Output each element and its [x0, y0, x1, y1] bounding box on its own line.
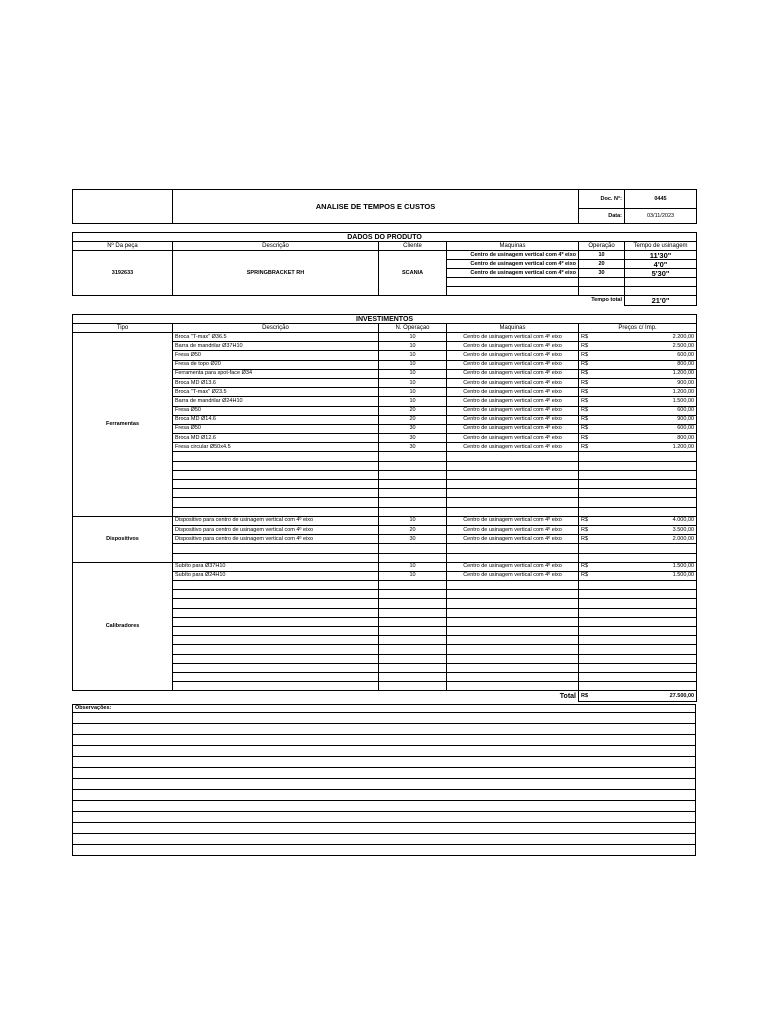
item-price [599, 636, 697, 645]
product-description: SPRINGBRACKET RH [173, 251, 379, 296]
item-machine [447, 590, 579, 599]
group-label-ferramentas: Ferramentas [73, 333, 173, 517]
item-operation [379, 590, 447, 599]
item-operation [379, 452, 447, 461]
currency-symbol [579, 480, 599, 489]
item-machine: Centro de usinagem vertical com 4º eixo [447, 443, 579, 452]
item-machine: Centro de usinagem vertical com 4º eixo [447, 424, 579, 433]
currency-symbol: R$ [579, 351, 599, 360]
currency-symbol [579, 489, 599, 498]
item-machine [447, 498, 579, 507]
observation-field[interactable] [73, 757, 696, 768]
currency-symbol: R$ [579, 571, 599, 580]
item-operation [379, 507, 447, 516]
item-description: Dispositivo para centro de usinagem vertical com 4º eixo [173, 516, 379, 525]
item-machine [447, 636, 579, 645]
logo-cell [73, 190, 173, 224]
item-machine [447, 507, 579, 516]
item-machine: Centro de usinagem vertical com 4º eixo [447, 571, 579, 580]
op-machine: Centro de usinagem vertical com 4º eixo [447, 269, 579, 278]
item-price: 1.500,00 [599, 562, 697, 571]
item-machine: Centro de usinagem vertical com 4º eixo [447, 535, 579, 544]
currency-symbol [579, 654, 599, 663]
item-description [173, 608, 379, 617]
observation-field[interactable] [73, 735, 696, 746]
item-price: 900,00 [599, 378, 697, 387]
observation-field[interactable] [73, 768, 696, 779]
item-price [599, 452, 697, 461]
item-price: 1.200,00 [599, 388, 697, 397]
table-row [73, 333, 697, 342]
currency-symbol [579, 636, 599, 645]
item-price: 4.000,00 [599, 516, 697, 525]
item-machine [447, 682, 579, 691]
item-description: Broca MD Ø13.6 [173, 378, 379, 387]
item-description [173, 553, 379, 562]
item-operation [379, 627, 447, 636]
item-operation [379, 480, 447, 489]
currency-symbol [579, 553, 599, 562]
item-price: 600,00 [599, 406, 697, 415]
observation-field[interactable] [73, 724, 696, 735]
item-price: 800,00 [599, 360, 697, 369]
item-operation: 10 [379, 516, 447, 525]
observation-line[interactable] [73, 834, 696, 845]
currency-symbol: R$ [579, 342, 599, 351]
currency-symbol: R$ [579, 360, 599, 369]
header-table [72, 189, 697, 224]
item-price [599, 461, 697, 470]
item-machine: Centro de usinagem vertical com 4º eixo [447, 525, 579, 534]
item-operation: 10 [379, 369, 447, 378]
observation-field[interactable] [73, 713, 696, 724]
item-price: 2.200,00 [599, 333, 697, 342]
item-operation [379, 654, 447, 663]
observation-field[interactable] [73, 746, 696, 757]
item-price [599, 672, 697, 681]
item-operation: 20 [379, 525, 447, 534]
op-time: 5'30" [625, 269, 697, 278]
item-machine: Centro de usinagem vertical com 4º eixo [447, 397, 579, 406]
item-description: Fresa Ø50 [173, 424, 379, 433]
col-operation: Operação [579, 242, 625, 251]
observation-field[interactable] [73, 779, 696, 790]
observation-field[interactable] [73, 823, 696, 834]
observation-line[interactable] [73, 724, 696, 735]
item-description: Subíto para Ø37H10 [173, 562, 379, 571]
col-description: Descrição [173, 324, 379, 333]
item-description [173, 480, 379, 489]
item-operation [379, 645, 447, 654]
currency-symbol: R$ [579, 369, 599, 378]
item-price [599, 590, 697, 599]
observation-line[interactable] [73, 845, 696, 856]
col-part-number: Nº Da peça [73, 242, 173, 251]
item-operation: 10 [379, 378, 447, 387]
currency-symbol: R$ [579, 415, 599, 424]
item-price: 1.500,00 [599, 397, 697, 406]
col-client: Cliente [379, 242, 447, 251]
currency-symbol: R$ [579, 424, 599, 433]
item-description: Barra de mandrilar Ø37H10 [173, 342, 379, 351]
item-operation: 10 [379, 397, 447, 406]
item-price [599, 553, 697, 562]
currency-symbol: R$ [579, 406, 599, 415]
item-operation: 10 [379, 351, 447, 360]
item-description: Broca MD Ø14.6 [173, 415, 379, 424]
item-price [599, 682, 697, 691]
item-machine [447, 672, 579, 681]
item-description [173, 672, 379, 681]
item-price [599, 654, 697, 663]
item-machine: Centro de usinagem vertical com 4º eixo [447, 406, 579, 415]
item-operation [379, 498, 447, 507]
item-price: 3.500,00 [599, 525, 697, 534]
currency-symbol: R$ [579, 516, 599, 525]
observation-field[interactable] [73, 812, 696, 823]
item-price [599, 617, 697, 626]
item-machine: Centro de usinagem vertical com 4º eixo [447, 516, 579, 525]
document-sheet [72, 189, 696, 856]
document-title: ANALISE DE TEMPOS E CUSTOS [173, 190, 579, 224]
item-price: 1.200,00 [599, 369, 697, 378]
item-description [173, 654, 379, 663]
op-number: 20 [579, 260, 625, 269]
currency-symbol: R$ [579, 434, 599, 443]
group-label-dispositivos: Dispositivos [73, 516, 173, 562]
currency-symbol [579, 663, 599, 672]
doc-number-value: 0445 [625, 190, 697, 209]
currency-symbol: R$ [579, 397, 599, 406]
item-operation: 20 [379, 415, 447, 424]
item-price [599, 470, 697, 479]
op-machine: Centro de usinagem vertical com 4º eixo [447, 260, 579, 269]
op-machine: Centro de usinagem vertical com 4º eixo [447, 251, 579, 260]
currency-symbol: R$ [579, 525, 599, 534]
observation-line[interactable] [73, 735, 696, 746]
item-description [173, 627, 379, 636]
item-machine [447, 654, 579, 663]
col-prices: Preços c/ Imp. [579, 324, 697, 333]
currency-symbol [579, 682, 599, 691]
date-label: Data: [579, 209, 625, 224]
item-description [173, 590, 379, 599]
currency-symbol [579, 617, 599, 626]
item-operation: 10 [379, 342, 447, 351]
item-price [599, 498, 697, 507]
item-description [173, 452, 379, 461]
currency-symbol [579, 452, 599, 461]
item-machine [447, 663, 579, 672]
item-operation [379, 608, 447, 617]
currency-symbol [579, 599, 599, 608]
observation-line[interactable] [73, 823, 696, 834]
item-machine: Centro de usinagem vertical com 4º eixo [447, 360, 579, 369]
currency-symbol: R$ [579, 388, 599, 397]
total-time-label: Tempo total [591, 297, 622, 304]
item-description: Broca "T-max" Ø23.5 [173, 388, 379, 397]
item-operation: 10 [379, 571, 447, 580]
item-operation [379, 553, 447, 562]
observations-label: Observações: [73, 705, 696, 713]
item-description: Dispositivo para centro de usinagem vertical com 4º eixo [173, 535, 379, 544]
observation-line[interactable] [73, 757, 696, 768]
item-price [599, 663, 697, 672]
item-machine [447, 581, 579, 590]
item-description: Broca "T-max" Ø36.5 [173, 333, 379, 342]
col-type: Tipo [73, 324, 173, 333]
observation-line[interactable] [73, 801, 696, 812]
item-description [173, 507, 379, 516]
item-price [599, 544, 697, 553]
item-operation: 30 [379, 424, 447, 433]
observation-line[interactable] [73, 768, 696, 779]
currency-symbol [579, 507, 599, 516]
observation-line[interactable] [73, 779, 696, 790]
item-description: Broca MD Ø12.6 [173, 434, 379, 443]
item-price [599, 627, 697, 636]
item-description [173, 544, 379, 553]
currency-symbol [579, 645, 599, 654]
item-operation [379, 581, 447, 590]
item-machine [447, 645, 579, 654]
item-description [173, 498, 379, 507]
doc-number-label: Doc. N°: [579, 190, 625, 209]
observation-line[interactable] [73, 746, 696, 757]
item-machine: Centro de usinagem vertical com 4º eixo [447, 351, 579, 360]
item-machine [447, 608, 579, 617]
item-operation [379, 672, 447, 681]
currency-symbol [579, 470, 599, 479]
investments-total-label: Total [559, 693, 576, 701]
item-description [173, 581, 379, 590]
investments-total-value: 27.500,00 [599, 691, 697, 702]
item-description [173, 682, 379, 691]
item-description [173, 617, 379, 626]
item-operation [379, 682, 447, 691]
item-machine: Centro de usinagem vertical com 4º eixo [447, 388, 579, 397]
col-description: Descrição [173, 242, 379, 251]
group-label-calibradores: Calibradores [73, 562, 173, 691]
product-section-title: DADOS DO PRODUTO [73, 233, 697, 242]
item-operation: 10 [379, 562, 447, 571]
item-operation: 20 [379, 406, 447, 415]
item-price: 2.500,00 [599, 342, 697, 351]
item-machine [447, 544, 579, 553]
item-price [599, 608, 697, 617]
item-machine: Centro de usinagem vertical com 4º eixo [447, 562, 579, 571]
item-machine [447, 461, 579, 470]
item-description [173, 645, 379, 654]
item-operation: 10 [379, 333, 447, 342]
item-price [599, 507, 697, 516]
item-price: 1.500,00 [599, 571, 697, 580]
product-table [72, 232, 697, 306]
op-time: 11'30" [625, 251, 697, 260]
item-machine [447, 452, 579, 461]
currency-symbol: R$ [579, 443, 599, 452]
item-price [599, 480, 697, 489]
item-operation: 30 [379, 434, 447, 443]
item-operation: 30 [379, 535, 447, 544]
op-time: 4'0" [625, 260, 697, 269]
item-machine: Centro de usinagem vertical com 4º eixo [447, 434, 579, 443]
item-operation: 10 [379, 360, 447, 369]
total-time-value: 21'0" [625, 296, 697, 306]
item-machine: Centro de usinagem vertical com 4º eixo [447, 333, 579, 342]
currency-symbol [579, 672, 599, 681]
table-row [73, 516, 697, 525]
currency-symbol [579, 627, 599, 636]
currency-symbol [579, 498, 599, 507]
item-description [173, 663, 379, 672]
item-description [173, 636, 379, 645]
observation-line[interactable] [73, 713, 696, 724]
item-description [173, 489, 379, 498]
item-price: 600,00 [599, 424, 697, 433]
item-price: 800,00 [599, 434, 697, 443]
currency-symbol: R$ [579, 333, 599, 342]
item-operation [379, 544, 447, 553]
item-machine [447, 489, 579, 498]
item-machine: Centro de usinagem vertical com 4º eixo [447, 369, 579, 378]
currency-symbol [579, 590, 599, 599]
item-price: 600,00 [599, 351, 697, 360]
col-machining-time: Tempo de usinagem [625, 242, 697, 251]
observation-field[interactable] [73, 801, 696, 812]
investments-section-title: INVESTIMENTOS [73, 315, 697, 324]
observation-field[interactable] [73, 834, 696, 845]
product-client: SCANIA [379, 251, 447, 296]
observation-field[interactable] [73, 790, 696, 801]
observations-table [72, 704, 696, 856]
col-machines: Maquinas [447, 242, 579, 251]
item-operation [379, 617, 447, 626]
item-operation [379, 470, 447, 479]
currency-symbol [579, 544, 599, 553]
item-price: 2.000,00 [599, 535, 697, 544]
currency-symbol: R$ [579, 535, 599, 544]
observation-line[interactable] [73, 790, 696, 801]
table-row [73, 562, 697, 571]
item-machine [447, 617, 579, 626]
item-description: Fresa Ø50 [173, 406, 379, 415]
item-description [173, 461, 379, 470]
item-machine [447, 553, 579, 562]
op-number: 30 [579, 269, 625, 278]
currency-symbol: R$ [579, 562, 599, 571]
op-number: 10 [579, 251, 625, 260]
col-operation-number: N. Operaçao [379, 324, 447, 333]
item-operation [379, 663, 447, 672]
item-description: Dispositivo para centro de usinagem vertical com 4º eixo [173, 525, 379, 534]
item-price: 900,00 [599, 415, 697, 424]
item-machine [447, 470, 579, 479]
observation-field[interactable] [73, 845, 696, 856]
item-operation [379, 489, 447, 498]
item-machine: Centro de usinagem vertical com 4º eixo [447, 378, 579, 387]
item-price [599, 599, 697, 608]
item-description: Barra de mandrilar Ø24H10 [173, 397, 379, 406]
part-number: 3192633 [73, 251, 173, 296]
item-description [173, 599, 379, 608]
item-description: Fresa circular Ø50x4.5 [173, 443, 379, 452]
currency-symbol [579, 461, 599, 470]
item-machine: Centro de usinagem vertical com 4º eixo [447, 342, 579, 351]
currency-symbol [579, 608, 599, 617]
item-operation: 10 [379, 388, 447, 397]
item-description: Fresa Ø50 [173, 351, 379, 360]
observation-line[interactable] [73, 812, 696, 823]
item-operation [379, 461, 447, 470]
date-value: 03/11/2023 [625, 209, 697, 224]
item-description: Subíto para Ø24H10 [173, 571, 379, 580]
item-price [599, 581, 697, 590]
item-machine [447, 627, 579, 636]
item-price [599, 645, 697, 654]
item-description [173, 470, 379, 479]
currency-symbol [579, 581, 599, 590]
item-machine [447, 480, 579, 489]
item-price: 1.200,00 [599, 443, 697, 452]
col-machines: Maquinas [447, 324, 579, 333]
item-operation [379, 636, 447, 645]
item-machine: Centro de usinagem vertical com 4º eixo [447, 415, 579, 424]
currency-symbol: R$ [579, 691, 599, 702]
item-description: Fresa de topo Ø20 [173, 360, 379, 369]
item-price [599, 489, 697, 498]
currency-symbol: R$ [579, 378, 599, 387]
item-machine [447, 599, 579, 608]
item-description: Ferramenta para spot-face Ø34 [173, 369, 379, 378]
investments-table [72, 314, 697, 702]
item-operation: 30 [379, 443, 447, 452]
item-operation [379, 599, 447, 608]
